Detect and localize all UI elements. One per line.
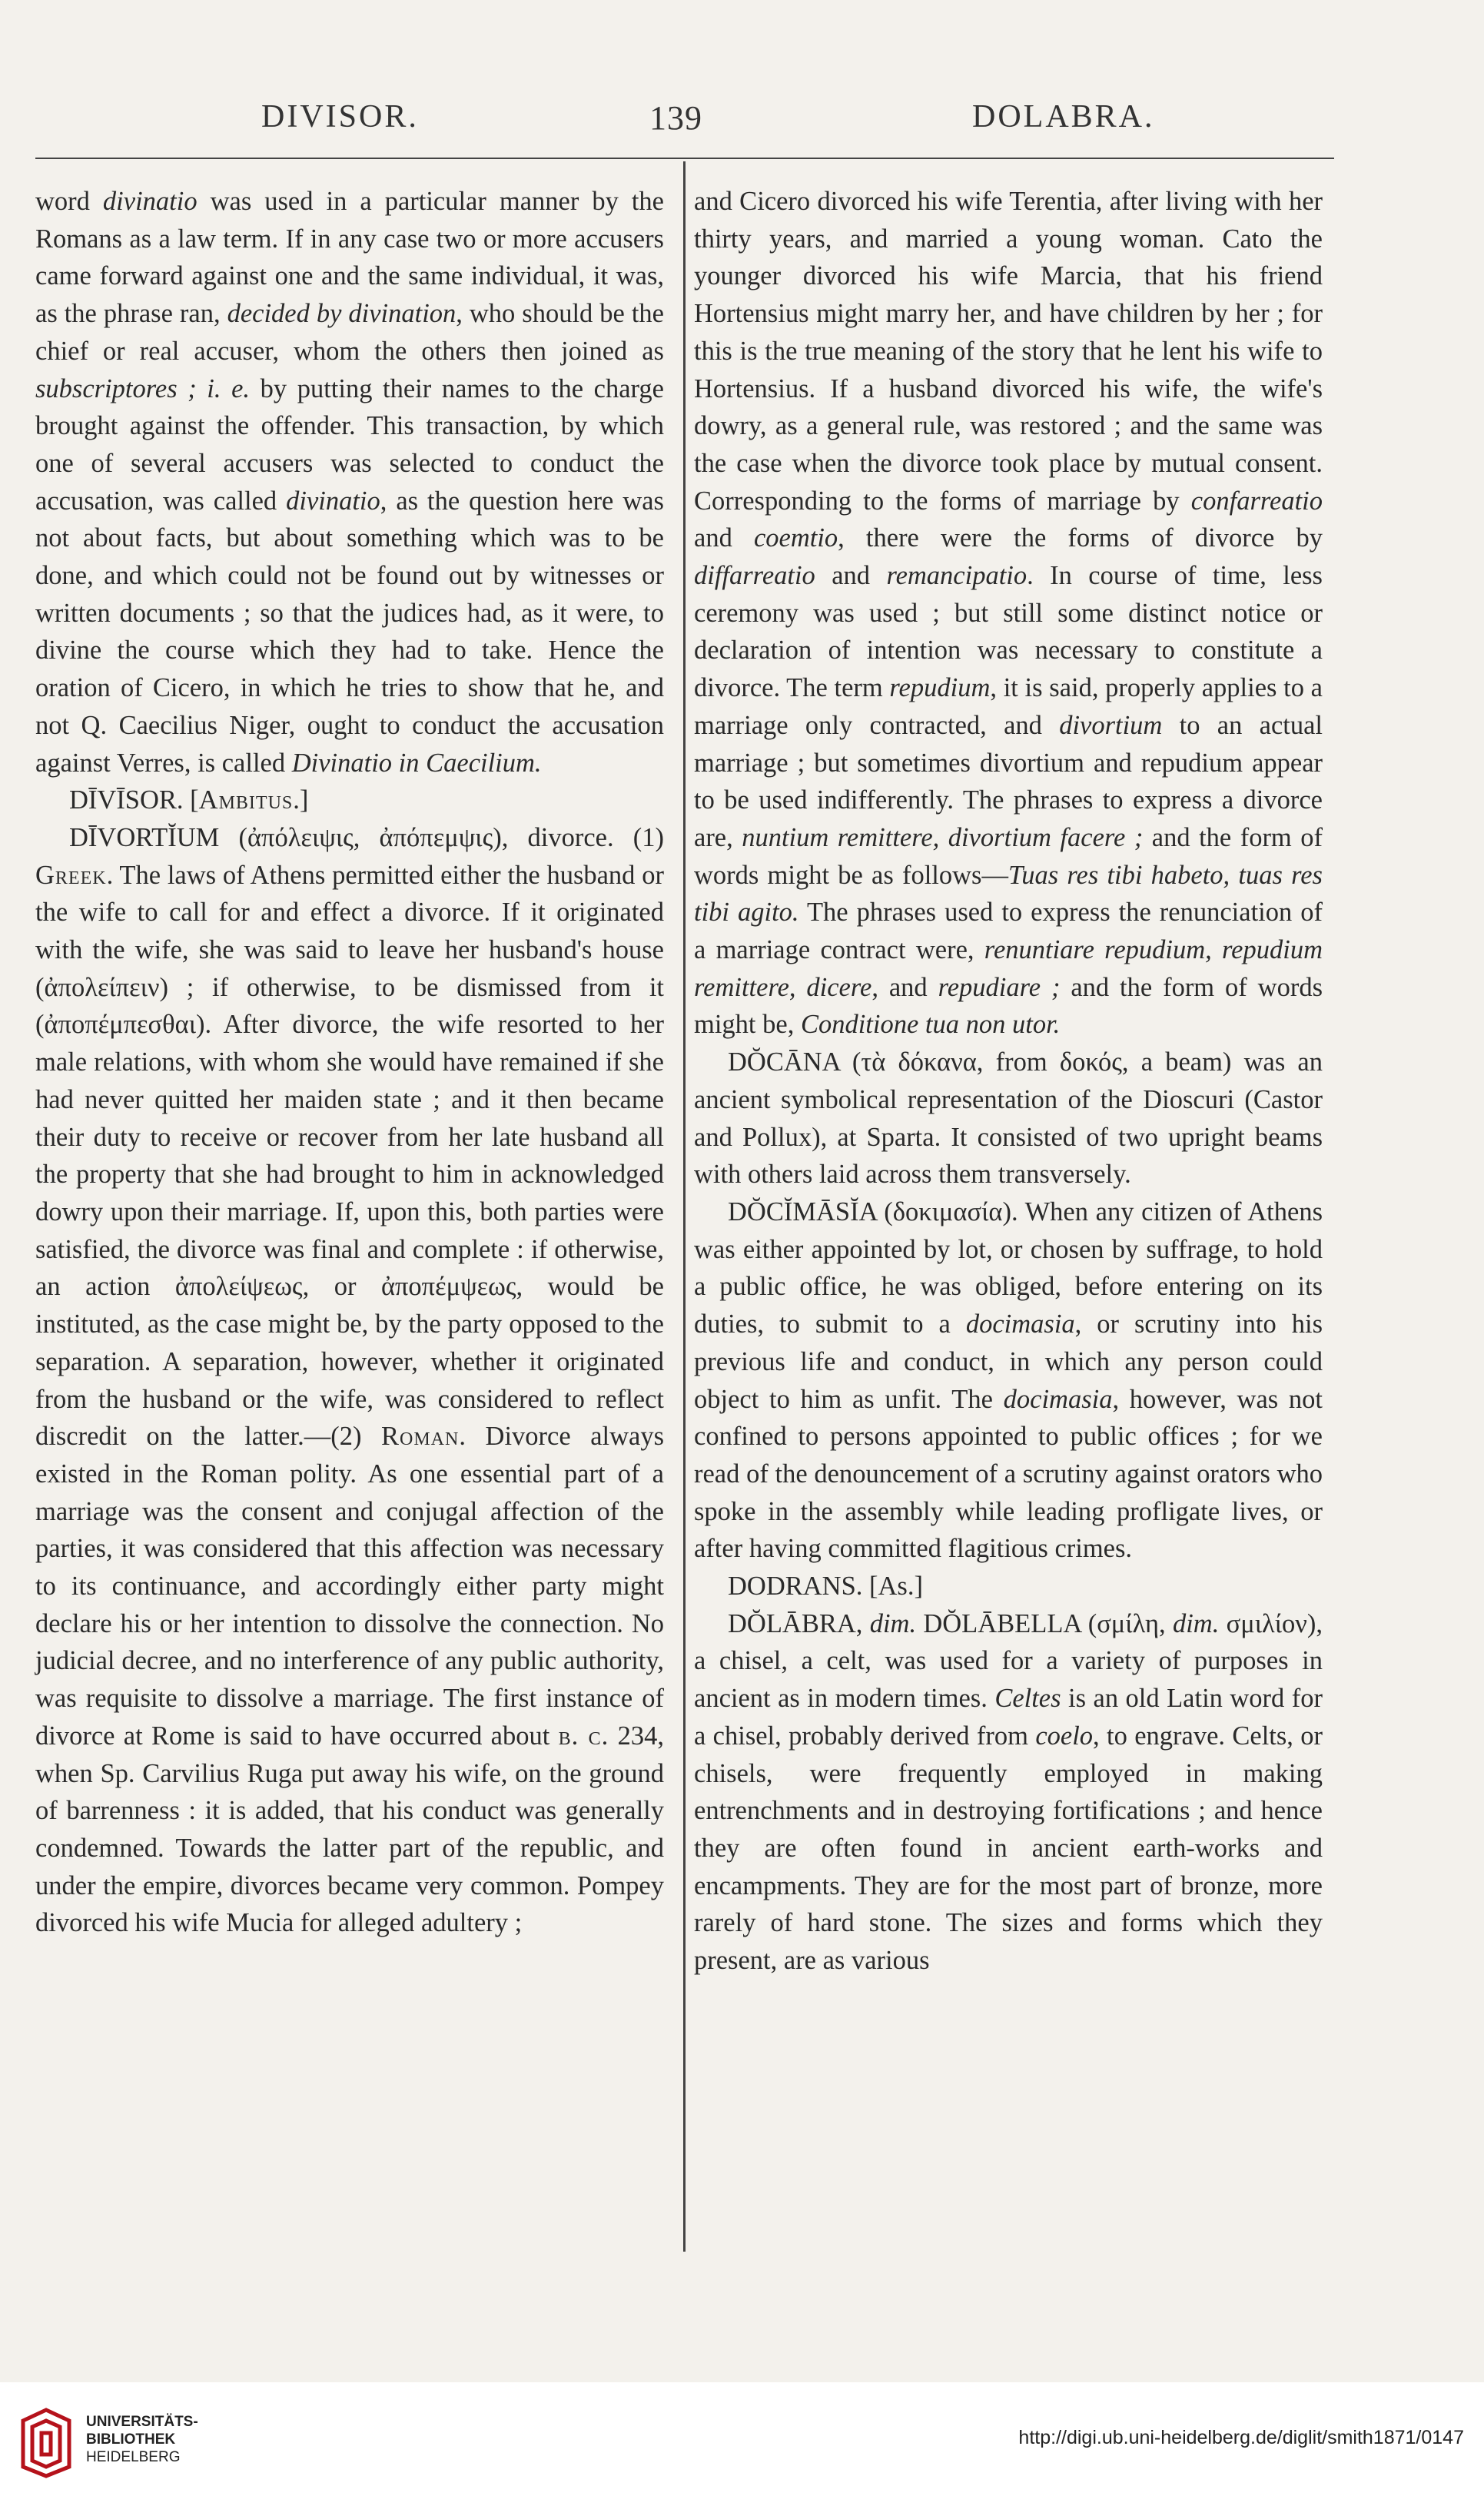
italic-term: renuntiare repudium, repudium remittere, dicere xyxy=(694,935,1323,1002)
italic-term: Divinatio in Caecilium. xyxy=(291,748,542,778)
italic-term: divinatio xyxy=(286,486,380,516)
italic-term: confarreatio xyxy=(1190,486,1323,516)
italic-term: Tuas res tibi habeto, tuas res tibi agito. xyxy=(694,860,1323,928)
italic-term: divortium xyxy=(1059,710,1163,740)
italic-term: dim. xyxy=(1172,1608,1220,1638)
entry-dodrans: DODRANS. [As.] xyxy=(728,1572,923,1601)
entry-divortium: DĪVORTĬUM (ἀπόλειψις, ἀπόπεμψις), divorce. (1) Greek. The laws of Athens permitted either the husband or the wife to call for and effect a divorce. If it originated with the wife, she was said to leave her husband's house (ἀπολείπειν) ; if otherwise, to be dismissed from it (ἀποπέμπεσθαι). After divorce, the wife resorted to her male relations, with whom she would have remained if she had never quitted her maiden state ; and it then became their duty to receive or recover from her late husband all the property that she had brought to him in acknowledged dowry upon their marriage. If, upon this, both parties were satisfied, the divorce was final and complete : if otherwise, an action ἀπολείψεως, or ἀποπέμψεως, would be instituted, as the case might be, by the party opposed to the separation. A separation, however, whether it originated from the husband or the wife, was considered to reflect discredit on the latter.—(2) Roman. Divorce always existed in the Roman polity. As one essential part of a marriage was the consent and conjugal affection of the parties, it was considered that this affection was necessary to its continuance, and accordingly either party might declare his or her intention to dissolve the connection. No judicial decree, and no interference of any public authority, was requisite to dissolve a marriage. The first instance of divorce at Rome is said to have occurred about b. c. 234, when Sp. Carvilius Ruga put away his wife, on the ground of barrenness : it is added, that his conduct was generally condemned. Towards the latter part of the republic, and under the empire, divorces became very common. Pompey divorced his wife Mucia for alleged adultery ; xyxy=(35,822,664,1938)
italic-term: decided by divination xyxy=(227,299,456,329)
italic-term: nuntium remittere, divortium facere ; xyxy=(742,822,1144,852)
italic-term: remancipatio xyxy=(886,561,1028,591)
header-rule xyxy=(35,158,1334,159)
small-caps-term: b. c. xyxy=(558,1721,609,1751)
italic-term: Celtes xyxy=(994,1684,1061,1714)
small-caps-term: Greek xyxy=(35,860,107,890)
paragraph-divortium-cont: and Cicero divorced his wife Terentia, after living with her thirty years, and married a young woman. Cato the younger divorced his wife Marcia, that his friend Hortensius might marry her, and have children by her ; for this is the true meaning of the story that he lent his wife to Hortensius. If a husband divorced his wife, the wife's dowry, as a general rule, was restored ; and the same was the case when the divorce took place by mutual consent. Corresponding to the forms of marriage by confarreatio and coemtio, there were the forms of divorce by diffarreatio and remancipatio. In course of time, less ceremony was used ; but still some distinct notice or declaration of intention was necessary to constitute a divorce. The term repudium, it is said, properly applies to a marriage only contracted, and divortium to an actual marriage ; but sometimes divortium and repudium appear to be used indifferently. The phrases to express a divorce are, nuntium remittere, divortium facere ; and the form of words might be as follows—Tuas res tibi habeto, tuas res tibi agito. The phrases used to express the renunciation of a marriage contract were, renuntiare repudium, repudium remittere, dicere, and repudiare ; and the form of words might be, Conditione tua non utor. xyxy=(694,187,1323,1040)
entry-dolabra: DŎLĀBRA, dim. DŎLĀBELLA (σμίλη, dim. σμιλίον), a chisel, a celt, was used for a variety of purposes in ancient as in modern times. Celtes is an old Latin word for a chisel, probably derived from coelo, to engrave. Celts, or chisels, were frequently employed in making entrenchments and in destroying fortifications ; and hence they are often found in ancient earth-works and encampments. They are for the most part of bronze, more rarely of hard stone. The sizes and forms which they present, are as various xyxy=(694,1608,1323,1976)
italic-term: subscriptores ; i. e. xyxy=(35,373,251,403)
small-caps-term: Roman xyxy=(380,1422,460,1452)
entry-docimasia: DŎCĬMĀSĬA (δοκιμασία). When any citizen of Athens was either appointed by lot, or chosen by suffrage, to hold a public office, he was obliged, before entering on its duties, to submit to a docimasia, or scrutiny into his previous life and conduct, in which any person could object to him as unfit. The docimasia, however, was not confined to persons appointed to public offices ; for we read of the denouncement of a scrutiny against orators who spoke in the assembly while leading profligate lives, or after having committed flagitious crimes. xyxy=(694,1197,1323,1564)
library-name[interactable] xyxy=(86,2413,198,2466)
right-column xyxy=(694,183,1323,1980)
heidelberg-library-logo-icon[interactable] xyxy=(15,2405,77,2479)
page-number: 139 xyxy=(649,99,702,137)
italic-term: docimasia xyxy=(1003,1384,1113,1414)
italic-term: Conditione tua non utor. xyxy=(800,1010,1061,1040)
column-divider xyxy=(683,161,686,2252)
italic-term: docimasia xyxy=(965,1309,1075,1339)
entry-divisor: DĪVĪSOR. [Ambitus.] xyxy=(69,785,309,815)
italic-term: dim. xyxy=(869,1608,917,1638)
italic-term: coemtio xyxy=(753,523,838,553)
library-line-1: UNIVERSITÄTS- xyxy=(86,2414,198,2430)
paragraph-divinatio: word divinatio was used in a particular manner by the Romans as a law term. If in any case two or more accusers came forward against one and the same individual, it was, as the phrase ran, decided by divination, who should be the chief or real accuser, whom the others then joined as subscriptores ; i. e. by putting their names to the charge brought against the offender. This transaction, by which one of several accusers was selected to conduct the accusation, was called divinatio, as the question here was not about facts, but about something which was to be done, and which could not be found out by witnesses or written documents ; so that the judices had, as it were, to divine the course which they had to take. Hence the oration of Cicero, in which he tries to show that he, and not Q. Caecilius Niger, ought to conduct the accusation against Verres, is called Divinatio in Caecilium. xyxy=(35,187,664,778)
running-head-left: DIVISOR. xyxy=(261,99,419,134)
library-line-2: BIBLIOTHEK xyxy=(86,2431,176,2448)
entry-docana: DŎCĀNA (τὰ δόκανα, from δοκός, a beam) was an ancient symbolical representation of the Dioscuri (Castor and Pollux), at Sparta. It consisted of two upright beams with others laid across them transversely. xyxy=(694,1047,1323,1190)
library-line-3: HEIDELBERG xyxy=(86,2449,181,2465)
permalink-url[interactable]: http://digi.ub.uni-heidelberg.de/diglit/smith1871/0147 xyxy=(1018,2427,1464,2448)
running-head-right: DOLABRA. xyxy=(972,99,1155,134)
italic-term: coelo xyxy=(1035,1721,1094,1751)
small-caps-term: Ambitus xyxy=(198,785,294,815)
italic-term: repudiare ; xyxy=(938,972,1061,1002)
italic-term: diffarreatio xyxy=(694,561,815,591)
italic-term: repudium xyxy=(889,673,991,703)
italic-term: divinatio xyxy=(102,187,198,216)
left-column xyxy=(35,183,664,1942)
